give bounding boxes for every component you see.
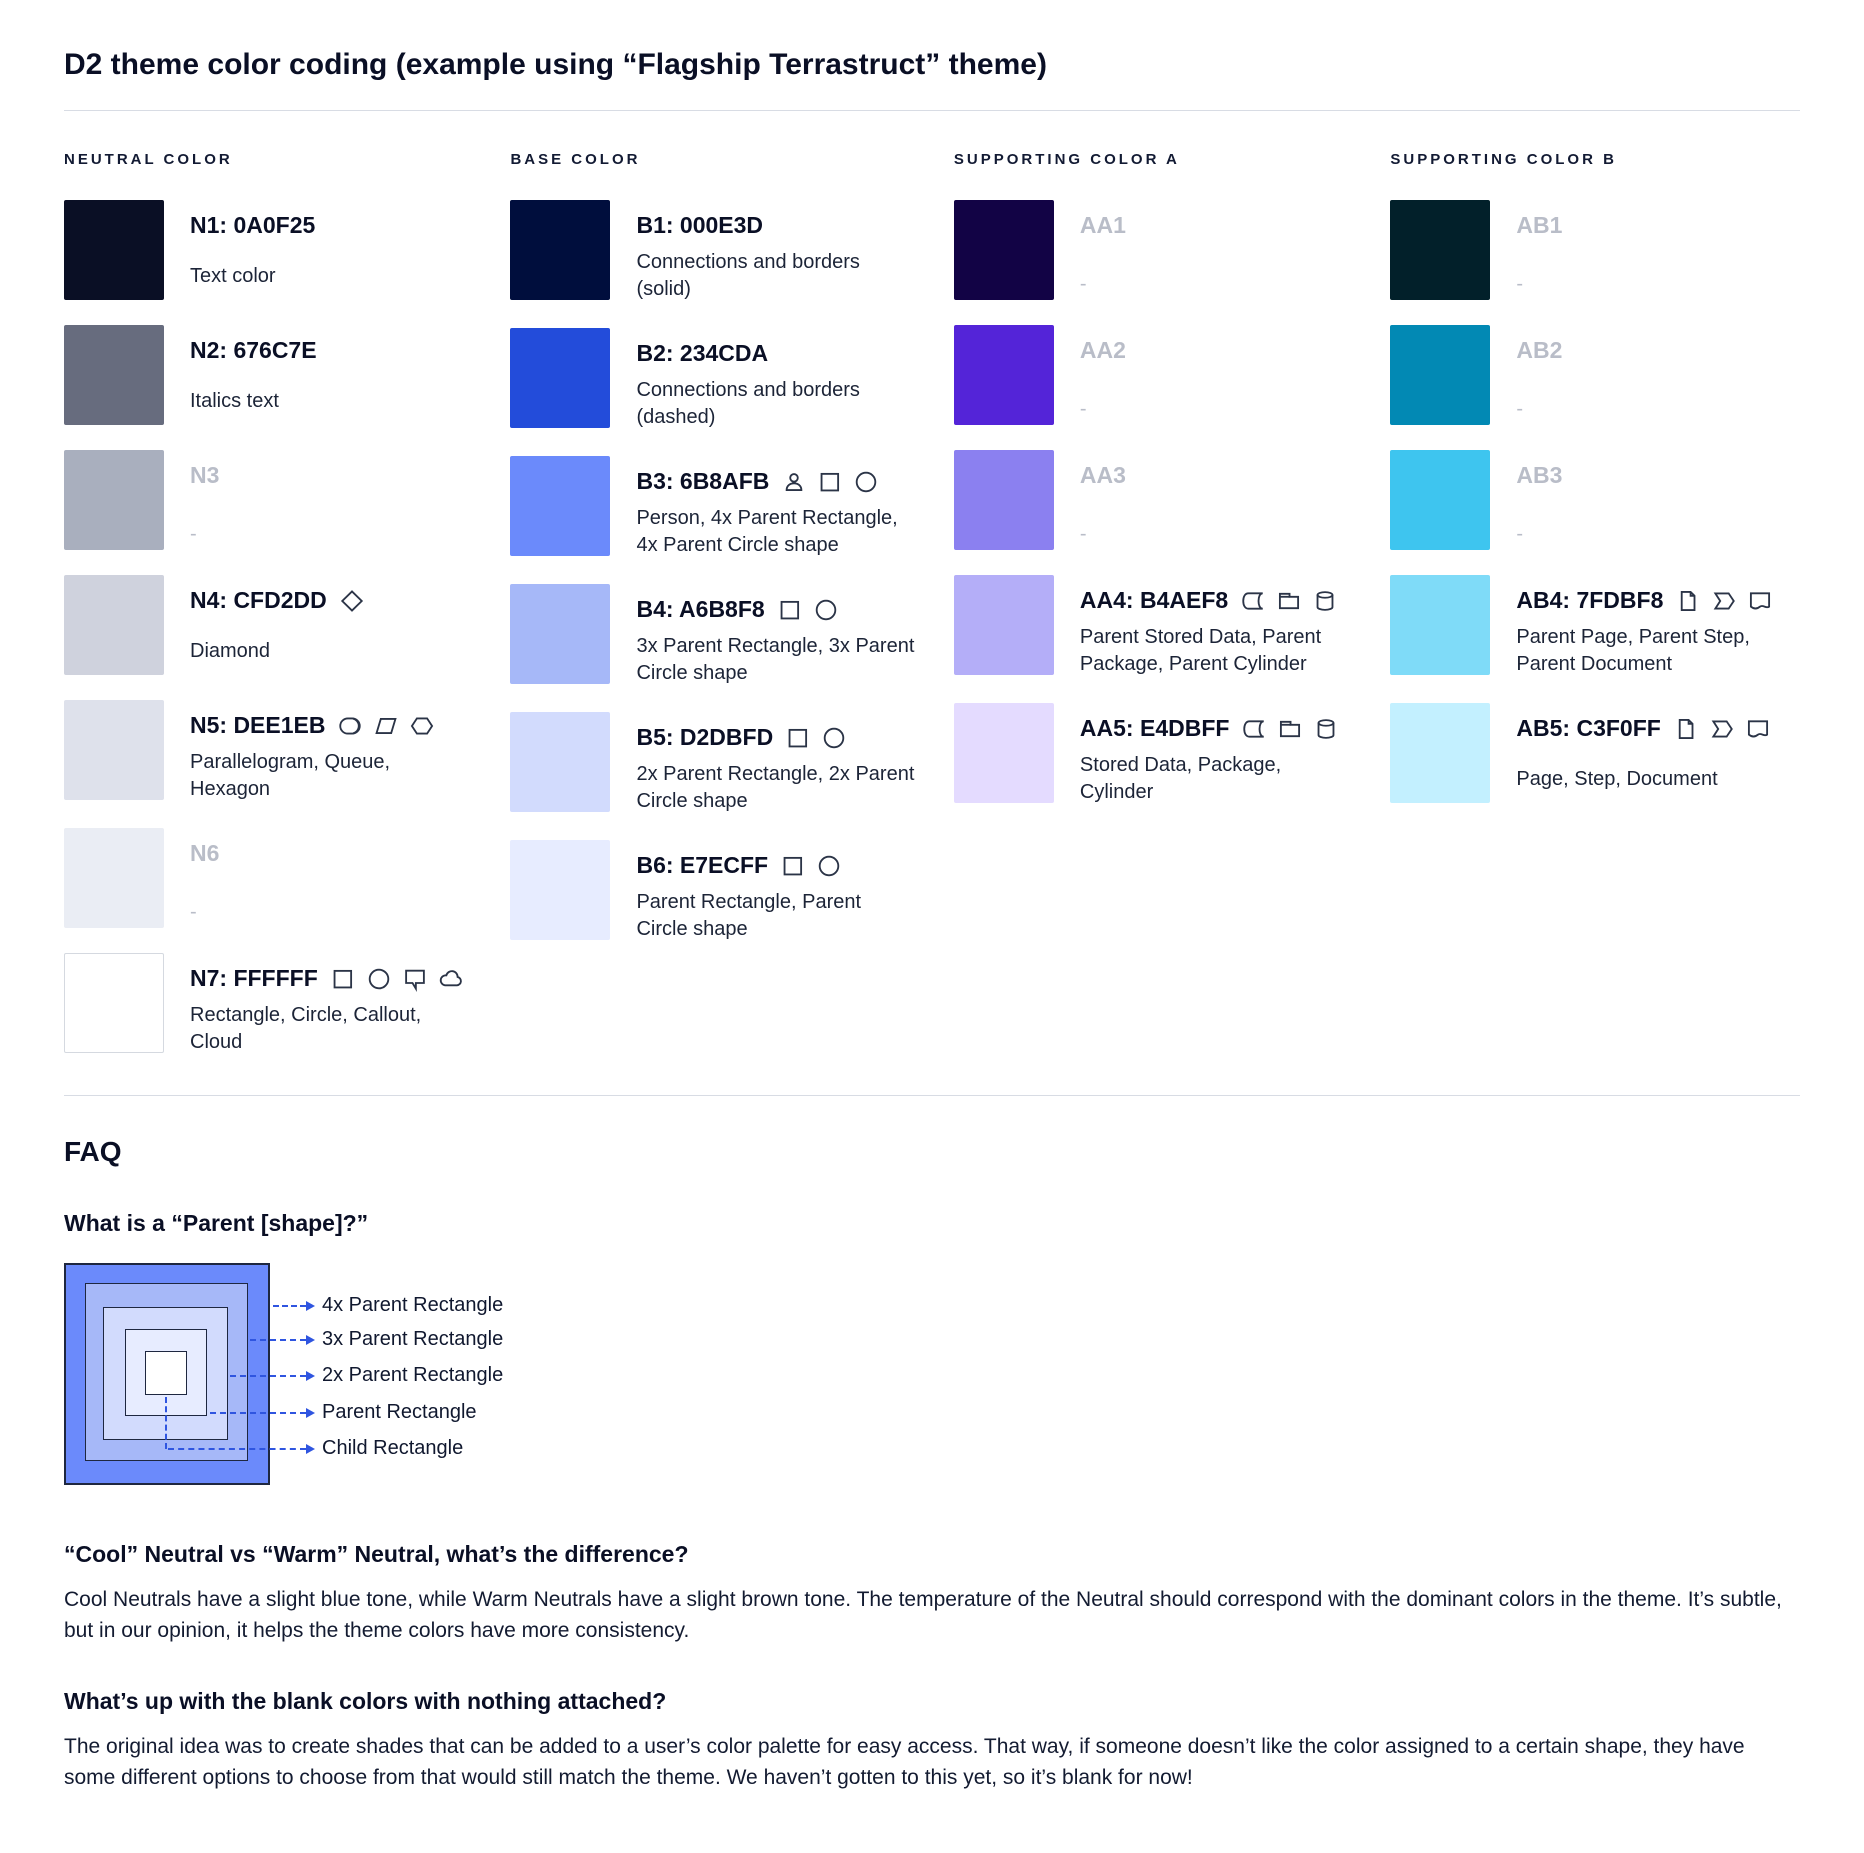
swatch-row: [510, 840, 953, 943]
package-icon: [1276, 588, 1302, 614]
swatch-info: [1080, 325, 1138, 425]
swatch-row: [510, 712, 953, 815]
cylinder-icon: [1313, 716, 1339, 742]
color-swatch: [510, 840, 610, 940]
swatch-desc: 3x Parent Rectangle, 3x Parent Circle shape: [636, 635, 915, 684]
swatch-code: AA1: [1079, 212, 1126, 238]
color-swatch: [1390, 200, 1490, 300]
circle-icon: [853, 469, 879, 495]
swatch-desc: Italics text: [190, 390, 279, 412]
diagram-rect-0x: [145, 1351, 187, 1395]
swatch-list: [64, 200, 510, 1056]
page-icon: [1673, 716, 1699, 742]
circle-icon: [813, 597, 839, 623]
swatch-desc: -: [190, 901, 197, 923]
swatch-desc: Rectangle, Circle, Callout, Cloud: [190, 1004, 422, 1053]
parent-shape-diagram: [64, 1263, 1800, 1495]
callout-icon: [402, 966, 428, 992]
diagram-arrow-head: [306, 1301, 315, 1311]
swatch-desc: Parallelogram, Queue, Hexagon: [190, 751, 391, 800]
color-swatch: [1390, 575, 1490, 675]
color-column: [1390, 151, 1800, 1081]
color-swatch: [510, 328, 610, 428]
rectangle-icon: [780, 853, 806, 879]
swatch-row: [64, 700, 510, 803]
swatch-info: [190, 450, 231, 550]
color-swatch: [1390, 450, 1490, 550]
page-title: D2 theme color coding (example using “Flagship Terrastruct” theme): [64, 48, 1047, 81]
rectangle-icon: [330, 966, 356, 992]
swatch-desc: Connections and borders (solid): [636, 251, 860, 300]
swatch-code: AA5: E4DBFF: [1079, 715, 1230, 741]
swatch-code: AB5: C3F0FF: [1516, 715, 1661, 741]
document-icon: [1747, 588, 1773, 614]
swatch-info: [1516, 450, 1574, 550]
swatch-row: [954, 200, 1390, 300]
diamond-icon: [339, 588, 365, 614]
parallelogram-icon: [373, 713, 399, 739]
swatch-desc: -: [1079, 523, 1087, 545]
swatch-code: AB2: [1516, 337, 1563, 363]
swatch-info: [1080, 200, 1138, 300]
swatch-info: [1080, 703, 1360, 806]
rectangle-icon: [785, 725, 811, 751]
document-icon: [1745, 716, 1771, 742]
swatch-code: N3: [190, 462, 220, 488]
swatch-row: [954, 703, 1390, 806]
color-swatch: [954, 575, 1054, 675]
faq-question-cool-vs-warm: “Cool” Neutral vs “Warm” Neutral, what’s the difference?: [64, 1541, 689, 1567]
swatch-info: [1516, 325, 1574, 425]
color-swatch: [510, 584, 610, 684]
faq-heading: FAQ: [64, 1136, 122, 1167]
swatch-row: [1390, 450, 1800, 550]
swatch-desc: -: [1079, 273, 1087, 295]
swatch-code: AA3: [1079, 462, 1126, 488]
swatch-icons: [337, 713, 435, 739]
swatch-icons: [777, 597, 839, 623]
swatch-desc: Parent Page, Parent Step, Parent Document: [1516, 626, 1750, 675]
swatch-desc: -: [1516, 273, 1524, 295]
swatch-info: [1516, 200, 1574, 300]
swatch-row: [954, 325, 1390, 425]
swatch-icons: [781, 469, 879, 495]
swatch-row: [1390, 703, 1800, 803]
swatch-icons: [330, 966, 464, 992]
swatch-desc: Connections and borders (dashed): [636, 379, 860, 428]
swatch-row: [64, 450, 510, 550]
diagram-arrow-head: [306, 1371, 315, 1381]
swatch-desc: Text color: [190, 265, 276, 287]
swatch-row: [510, 200, 953, 303]
step-icon: [1711, 588, 1737, 614]
color-swatch: [954, 450, 1054, 550]
swatch-desc: -: [1516, 398, 1524, 420]
color-column: [510, 151, 953, 1081]
swatch-code: AB1: [1516, 212, 1563, 238]
queue-icon: [337, 713, 363, 739]
swatch-code: B1: 000E3D: [636, 212, 764, 238]
swatch-code: B2: 234CDA: [636, 340, 769, 366]
circle-icon: [821, 725, 847, 751]
color-swatch: [954, 703, 1054, 803]
swatch-info: [190, 953, 470, 1056]
color-swatch: [64, 450, 164, 550]
person-icon: [781, 469, 807, 495]
swatch-desc: Page, Step, Document: [1516, 768, 1718, 790]
swatch-desc: -: [190, 523, 197, 545]
swatch-row: [510, 456, 953, 559]
swatch-code: AA2: [1079, 337, 1126, 363]
diagram-arrow-line: [273, 1305, 306, 1307]
swatch-list: [1390, 200, 1800, 803]
color-swatch: [954, 200, 1054, 300]
swatch-icons: [1241, 716, 1339, 742]
stored-data-icon: [1240, 588, 1266, 614]
color-swatch: [64, 953, 164, 1053]
package-icon: [1277, 716, 1303, 742]
swatch-desc: Parent Stored Data, Parent Package, Parent Cylinder: [1079, 626, 1322, 675]
swatch-info: [190, 828, 231, 928]
divider: [64, 1095, 1800, 1096]
color-swatch: [510, 712, 610, 812]
swatch-code: B3: 6B8AFB: [636, 468, 770, 494]
swatch-code: N4: CFD2DD: [190, 587, 327, 613]
color-swatch: [1390, 325, 1490, 425]
swatch-desc: -: [1516, 523, 1524, 545]
swatch-info: [636, 456, 916, 559]
swatch-info: [1080, 575, 1360, 678]
swatch-code: N2: 676C7E: [190, 337, 317, 363]
diagram-label: Parent Rectangle: [322, 1401, 477, 1423]
swatch-row: [64, 575, 510, 675]
swatch-row: [510, 328, 953, 431]
swatch-info: [190, 700, 470, 803]
swatch-row: [954, 575, 1390, 678]
color-swatch: [510, 200, 610, 300]
diagram-label: 4x Parent Rectangle: [322, 1294, 504, 1316]
swatch-row: [64, 953, 510, 1056]
swatch-info: [190, 200, 327, 300]
column-header: BASE COLOR: [510, 151, 641, 168]
swatch-code: N1: 0A0F25: [190, 212, 316, 238]
color-swatch: [64, 575, 164, 675]
swatch-desc: Stored Data, Package, Cylinder: [1079, 754, 1282, 803]
swatch-code: B5: D2DBFD: [636, 724, 774, 750]
rectangle-icon: [817, 469, 843, 495]
column-header: SUPPORTING COLOR B: [1390, 151, 1617, 168]
swatch-code: B6: E7ECFF: [636, 852, 769, 878]
divider: [64, 110, 1800, 111]
color-swatch: [510, 456, 610, 556]
diagram-arrow-head: [306, 1444, 315, 1454]
swatch-desc: Person, 4x Parent Rectangle, 4x Parent Circle shape: [636, 507, 898, 556]
color-swatch: [1390, 703, 1490, 803]
swatch-row: [954, 450, 1390, 550]
color-swatch: [64, 325, 164, 425]
swatch-code: AA4: B4AEF8: [1079, 587, 1229, 613]
hexagon-icon: [409, 713, 435, 739]
swatch-row: [1390, 200, 1800, 300]
swatch-code: N5: DEE1EB: [190, 712, 326, 738]
column-header: SUPPORTING COLOR A: [953, 151, 1180, 168]
diagram-arrow-line: [230, 1375, 306, 1377]
swatch-code: N6: [190, 840, 220, 866]
swatch-info: [1516, 575, 1796, 678]
cloud-icon: [438, 966, 464, 992]
swatch-icons: [785, 725, 847, 751]
diagram-arrow-line: [210, 1412, 306, 1414]
swatch-code: B4: A6B8F8: [636, 596, 765, 622]
swatch-list: [510, 200, 953, 943]
swatch-info: [636, 328, 916, 431]
stored-data-icon: [1241, 716, 1267, 742]
swatch-icons: [339, 588, 365, 614]
page-icon: [1675, 588, 1701, 614]
diagram-arrow-line: [250, 1339, 306, 1341]
swatch-list: [954, 200, 1390, 806]
swatch-row: [1390, 325, 1800, 425]
faq-question-parent-shape: What is a “Parent [shape]?”: [64, 1210, 369, 1236]
swatch-desc: -: [1079, 398, 1087, 420]
color-swatch: [954, 325, 1054, 425]
swatch-icons: [780, 853, 842, 879]
color-columns: [64, 151, 1800, 1081]
swatch-info: [636, 584, 916, 687]
swatch-info: [636, 200, 916, 303]
color-swatch: [64, 828, 164, 928]
diagram-arrow-head: [306, 1408, 315, 1418]
diagram-arrow-head: [306, 1335, 315, 1345]
color-swatch: [64, 200, 164, 300]
swatch-row: [64, 200, 510, 300]
color-column: [64, 151, 510, 1081]
swatch-code: N7: FFFFFF: [190, 965, 318, 991]
swatch-info: [1516, 703, 1770, 803]
diagram-label: Child Rectangle: [322, 1437, 464, 1459]
faq-question-blank-colors: What’s up with the blank colors with nothing attached?: [64, 1688, 667, 1714]
cylinder-icon: [1312, 588, 1338, 614]
swatch-row: [64, 828, 510, 928]
diagram-label: 3x Parent Rectangle: [322, 1328, 504, 1350]
swatch-icons: [1673, 716, 1771, 742]
diagram-label: 2x Parent Rectangle: [322, 1364, 504, 1386]
faq-answer-blank-colors: The original idea was to create shades that can be added to a user’s color palette for easy access. That way, if someone doesn’t like the color assigned to a certain shape, they have some different options to choose from that would still match the theme. We haven’t gotten to this yet, so it’s blank for now!: [64, 1735, 1745, 1789]
swatch-row: [1390, 575, 1800, 678]
swatch-info: [190, 575, 365, 675]
swatch-code: AB3: [1516, 462, 1563, 488]
swatch-row: [510, 584, 953, 687]
step-icon: [1709, 716, 1735, 742]
diagram-connector-vertical: [165, 1397, 167, 1449]
swatch-info: [636, 840, 916, 943]
swatch-desc: Parent Rectangle, Parent Circle shape: [636, 891, 862, 940]
swatch-info: [190, 325, 329, 425]
swatch-row: [64, 325, 510, 425]
rectangle-icon: [777, 597, 803, 623]
swatch-info: [1080, 450, 1138, 550]
column-header: NEUTRAL COLOR: [64, 151, 233, 168]
color-swatch: [64, 700, 164, 800]
swatch-icons: [1675, 588, 1773, 614]
swatch-code: AB4: 7FDBF8: [1516, 587, 1664, 613]
swatch-desc: Diamond: [190, 640, 271, 662]
swatch-icons: [1240, 588, 1338, 614]
swatch-info: [636, 712, 916, 815]
color-column: [954, 151, 1390, 1081]
faq-answer-cool-vs-warm: Cool Neutrals have a slight blue tone, while Warm Neutrals have a slight brown tone. The temperature of the Neutral should correspond with the dominant colors in the theme. It’s subtle, but in our opinion, it helps the theme colors have more consistency.: [64, 1588, 1782, 1642]
circle-icon: [816, 853, 842, 879]
diagram-arrow-line: [168, 1448, 306, 1450]
swatch-desc: 2x Parent Rectangle, 2x Parent Circle shape: [636, 763, 915, 812]
circle-icon: [366, 966, 392, 992]
